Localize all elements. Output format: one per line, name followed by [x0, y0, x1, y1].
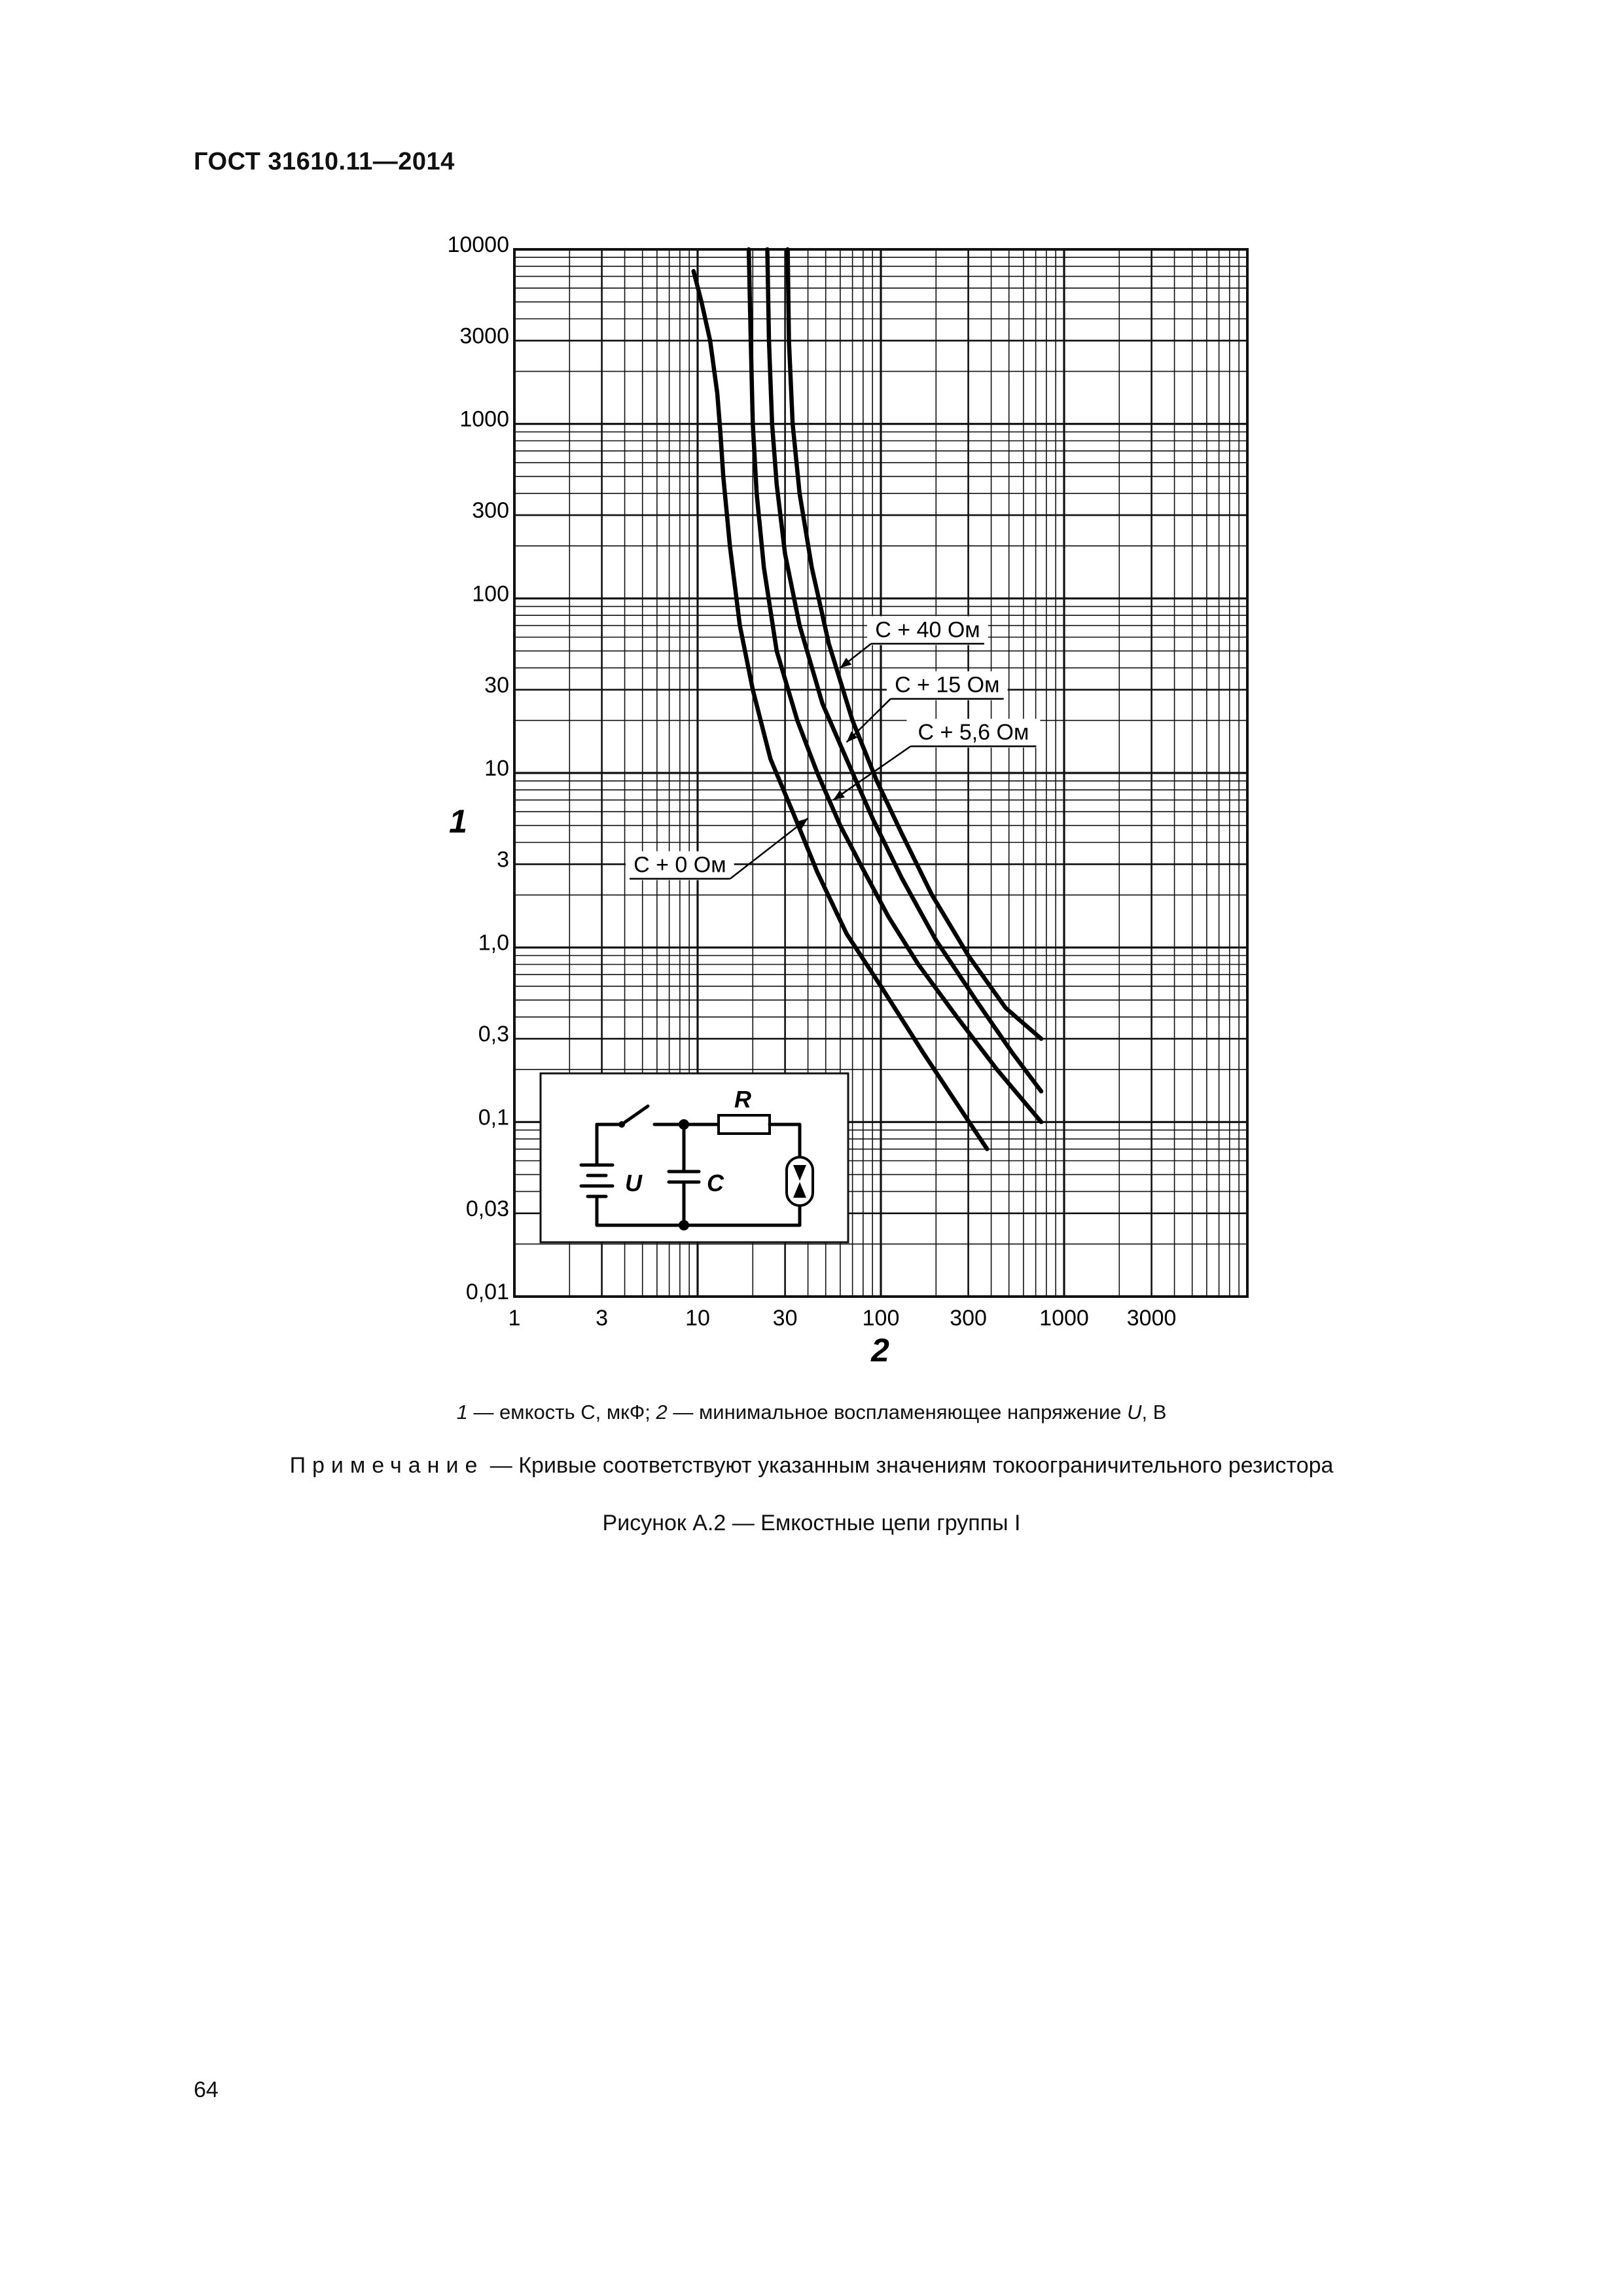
circuit-inset — [541, 1073, 848, 1242]
y-tick-label: 0,03 — [465, 1196, 509, 1221]
y-tick-label: 0,1 — [478, 1105, 509, 1130]
resistor-label: R — [734, 1086, 751, 1113]
legend-key-1: 1 — [456, 1401, 468, 1424]
switch-pivot — [618, 1121, 625, 1128]
curve-label-1: С + 15 Ом — [895, 672, 1000, 698]
legend-unit: , В — [1141, 1401, 1167, 1424]
note-text: — Кривые соответствуют указанным значениям токоограничительного резистора — [484, 1453, 1334, 1478]
figure-note — [0, 1453, 1623, 1479]
source-label: U — [625, 1170, 642, 1196]
y-tick-label: 0,01 — [465, 1280, 509, 1304]
curve-label-3: С + 0 Ом — [633, 852, 726, 878]
note-prefix: Примечание — [289, 1453, 484, 1478]
y-tick-label: 100 — [472, 581, 509, 607]
document-header: ГОСТ 31610.11—2014 — [194, 148, 455, 175]
curve-label-arrowhead — [840, 658, 851, 668]
x-tick-label: 3000 — [1126, 1306, 1177, 1331]
curve-label-arrowhead — [833, 790, 845, 800]
x-tick-label: 1 — [508, 1306, 521, 1331]
legend-symbol-u: U — [1127, 1401, 1142, 1424]
x-tick-label: 3 — [596, 1306, 609, 1331]
figure-legend — [0, 1401, 1623, 1424]
x-tick-label: 10 — [685, 1306, 710, 1331]
curve-label-2: С + 5,6 Ом — [918, 720, 1029, 745]
spark-gap-body — [787, 1157, 813, 1206]
y-tick-label: 3 — [497, 847, 509, 872]
x-tick-label: 300 — [950, 1306, 987, 1331]
x-tick-label: 30 — [772, 1306, 798, 1331]
y-tick-label: 10000 — [447, 232, 509, 257]
y-axis-label: 1 — [449, 803, 467, 840]
legend-key-2: 2 — [656, 1401, 668, 1424]
capacitor-label: C — [707, 1170, 724, 1196]
y-tick-label: 1000 — [459, 406, 509, 432]
x-tick-label: 1000 — [1039, 1306, 1089, 1331]
y-tick-label: 3000 — [459, 323, 509, 349]
figure-caption: Рисунок А.2 — Емкостные цепи группы I — [602, 1511, 1021, 1535]
legend-desc-2: — минимальное воспламеняющее напряжение — [667, 1401, 1128, 1424]
legend-desc-1: — емкость С, мкФ; — [467, 1401, 656, 1424]
curve-label-leader — [730, 818, 808, 878]
y-tick-label: 0,3 — [478, 1022, 509, 1047]
page-number: 64 — [194, 2077, 219, 2102]
curve-label-0: С + 40 Ом — [875, 617, 980, 643]
y-tick-label: 300 — [472, 498, 509, 524]
y-tick-label: 10 — [484, 756, 509, 781]
x-axis-label: 2 — [871, 1332, 889, 1369]
y-tick-label: 1,0 — [478, 930, 509, 956]
resistor-body — [719, 1115, 770, 1134]
x-tick-label: 100 — [862, 1306, 900, 1331]
y-tick-label: 30 — [484, 672, 509, 698]
